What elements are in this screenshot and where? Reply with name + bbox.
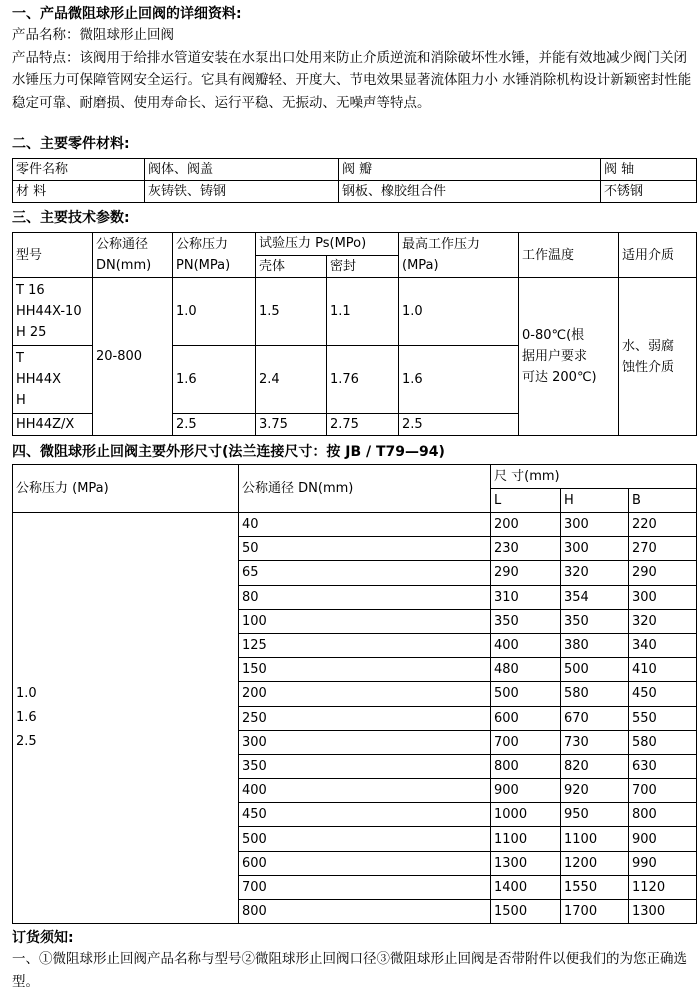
tech-params-table [12,232,697,436]
materials-cell: 阀体、阀盖 [145,159,339,181]
l-cell: 480 [491,658,561,682]
header-dn: 公称通径 DN(mm) [93,233,173,278]
dn-cell: 600 [239,851,491,875]
b-cell: 220 [629,513,697,537]
b-cell: 580 [629,730,697,754]
shell-cell: 3.75 [256,414,327,436]
header-temperature: 工作温度 [519,233,619,278]
pn-cell: 2.5 [173,414,256,436]
header-size: 尺 寸(mm) [491,465,697,489]
header-model: 型号 [13,233,93,278]
materials-cell: 阀 瓣 [339,159,601,181]
dn-cell: 800 [239,900,491,924]
materials-row [13,181,697,203]
l-cell: 230 [491,537,561,561]
materials-cell: 材 料 [13,181,145,203]
dn-cell: 200 [239,682,491,706]
section4-heading: 四、微阻球形止回阀主要外形尺寸(法兰连接尺寸：按 JB / T79—94) [12,444,445,460]
dim-header-row [13,465,697,489]
h-cell: 820 [561,754,629,778]
header-pn: 公称压力 PN(MPa) [173,233,256,278]
l-cell: 800 [491,754,561,778]
b-cell: 990 [629,851,697,875]
l-cell: 1300 [491,851,561,875]
dn-cell: 50 [239,537,491,561]
b-cell: 630 [629,754,697,778]
materials-table [12,158,697,203]
tech-row [13,278,697,346]
tech-header-row [13,233,697,256]
dn-cell: 150 [239,658,491,682]
h-cell: 670 [561,706,629,730]
dimensions-table [12,464,697,924]
model-cell: HH44Z/X [13,414,93,436]
materials-row [13,159,697,181]
section3-heading: 三、主要技术参数: [12,210,130,226]
h-cell: 300 [561,513,629,537]
header-seal: 密封 [327,255,399,278]
pn-cell: 1.6 [173,346,256,414]
l-cell: 1400 [491,875,561,899]
dim-row [13,513,697,537]
l-cell: 350 [491,609,561,633]
b-cell: 410 [629,658,697,682]
h-cell: 320 [561,561,629,585]
b-cell: 270 [629,537,697,561]
h-cell: 580 [561,682,629,706]
model-cell: T 16 HH44X-10 H 25 [13,278,93,346]
order-text: 一、①微阻球形止回阀产品名称与型号②微阻球形止回阀口径③微阻球形止回阀是否带附件以便我们的为您正确选型。 [12,951,687,990]
h-cell: 1200 [561,851,629,875]
h-cell: 500 [561,658,629,682]
h-cell: 950 [561,803,629,827]
temperature-cell: 0-80℃(根 据用户要求 可达 200℃) [519,278,619,436]
b-cell: 550 [629,706,697,730]
l-cell: 1000 [491,803,561,827]
order-heading: 订货须知: [12,930,74,946]
pn-values-cell: 1.0 1.6 2.5 [13,513,239,924]
dn-range-cell: 20-800 [93,278,173,436]
dn-cell: 65 [239,561,491,585]
b-cell: 450 [629,682,697,706]
shell-cell: 1.5 [256,278,327,346]
section2-heading: 二、主要零件材料: [12,136,130,152]
seal-cell: 2.75 [327,414,399,436]
dn-cell: 80 [239,585,491,609]
dn-cell: 100 [239,609,491,633]
dn-cell: 125 [239,633,491,657]
materials-cell: 不锈钢 [601,181,697,203]
h-cell: 1550 [561,875,629,899]
dn-cell: 500 [239,827,491,851]
header-pn: 公称压力 (MPa) [13,465,239,513]
l-cell: 290 [491,561,561,585]
model-cell: T HH44X H [13,346,93,414]
header-max-pressure: 最高工作压力 (MPa) [399,233,519,278]
h-cell: 920 [561,779,629,803]
header-dn: 公称通径 DN(mm) [239,465,491,513]
dn-cell: 300 [239,730,491,754]
l-cell: 400 [491,633,561,657]
section1-body [12,24,692,114]
pn-cell: 1.0 [173,278,256,346]
l-cell: 600 [491,706,561,730]
dn-cell: 700 [239,875,491,899]
product-features: 产品特点：该阀用于给排水管道安装在水泵出口处用来防止介质逆流和消除破坏性水锤，并能有效地减少阀门关闭水锤压力可保障管网安全运行。它具有阀瓣轻、开度大、节电效果显著流体阻力小 水锤消除机构设计新颖密封性能稳定可靠、耐磨损、使用寿命长、运行平稳、无振动、无噪声等特点。 [12,49,692,111]
l-cell: 500 [491,682,561,706]
b-cell: 290 [629,561,697,585]
materials-cell: 灰铸铁、铸钢 [145,181,339,203]
max-pressure-cell: 1.6 [399,346,519,414]
h-cell: 300 [561,537,629,561]
h-cell: 380 [561,633,629,657]
l-cell: 900 [491,779,561,803]
section1-heading: 一、产品微阻球形止回阀的详细资料: [12,6,242,22]
dn-cell: 40 [239,513,491,537]
dn-cell: 400 [239,779,491,803]
medium-cell: 水、弱腐 蚀性介质 [619,278,697,436]
materials-cell: 零件名称 [13,159,145,181]
l-cell: 700 [491,730,561,754]
h-cell: 1700 [561,900,629,924]
header-shell: 壳体 [256,255,327,278]
header-l: L [491,489,561,513]
product-name-line: 产品名称：微阻球形止回阀 [12,27,174,43]
max-pressure-cell: 1.0 [399,278,519,346]
b-cell: 320 [629,609,697,633]
h-cell: 350 [561,609,629,633]
b-cell: 700 [629,779,697,803]
b-cell: 300 [629,585,697,609]
h-cell: 354 [561,585,629,609]
header-test-pressure: 试验压力 Ps(MPo) [256,233,399,256]
l-cell: 310 [491,585,561,609]
shell-cell: 2.4 [256,346,327,414]
l-cell: 1100 [491,827,561,851]
b-cell: 1300 [629,900,697,924]
h-cell: 1100 [561,827,629,851]
seal-cell: 1.76 [327,346,399,414]
header-b: B [629,489,697,513]
materials-cell: 钢板、橡胶组合件 [339,181,601,203]
header-h: H [561,489,629,513]
dn-cell: 350 [239,754,491,778]
dn-cell: 250 [239,706,491,730]
b-cell: 800 [629,803,697,827]
seal-cell: 1.1 [327,278,399,346]
b-cell: 900 [629,827,697,851]
l-cell: 200 [491,513,561,537]
h-cell: 730 [561,730,629,754]
materials-cell: 阀 轴 [601,159,697,181]
header-medium: 适用介质 [619,233,697,278]
dn-cell: 450 [239,803,491,827]
b-cell: 1120 [629,875,697,899]
max-pressure-cell: 2.5 [399,414,519,436]
l-cell: 1500 [491,900,561,924]
b-cell: 340 [629,633,697,657]
